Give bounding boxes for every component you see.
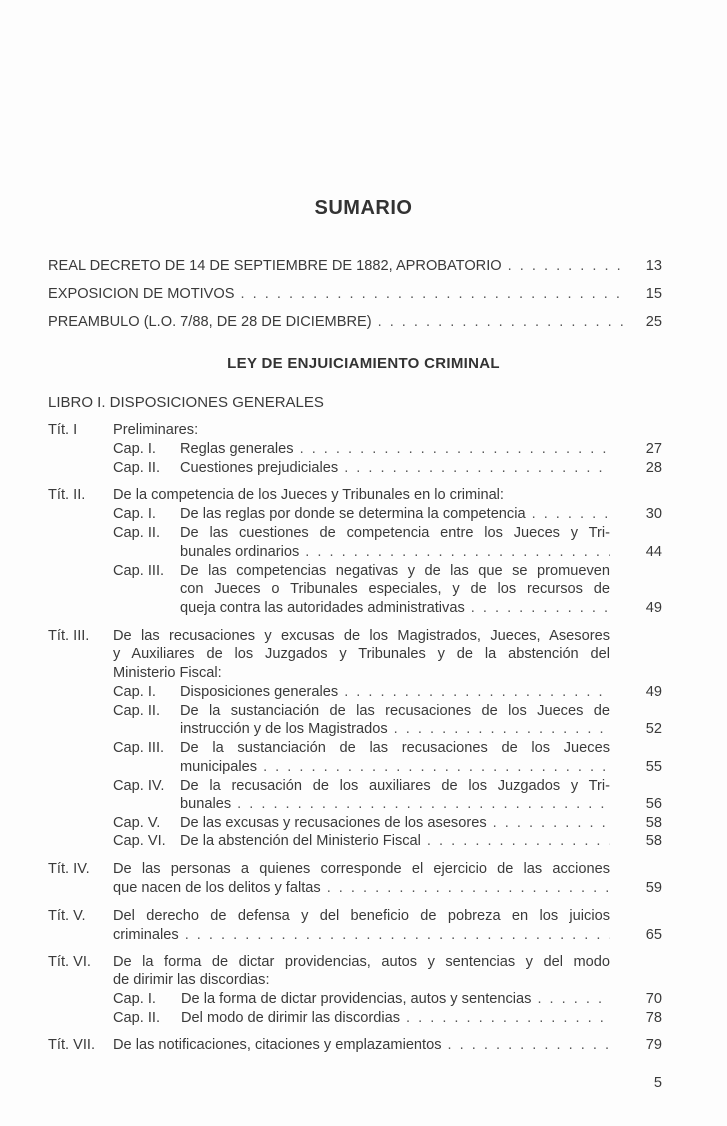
chapter-text: De la recusación de los auxiliares de los Juzgados y Tri- <box>180 778 610 794</box>
dot-leader <box>344 459 610 477</box>
title-entry <box>113 1036 610 1054</box>
dot-leader <box>493 814 610 832</box>
dot-leader <box>237 795 610 813</box>
page-ref: 65 <box>645 927 662 943</box>
chapter-text: De las excusas y recusaciones de los asesores <box>180 815 487 831</box>
page-ref: 55 <box>645 759 662 775</box>
title-entry <box>113 926 610 944</box>
title-text: criminales <box>113 927 179 943</box>
title-label: Tít. II. <box>48 487 86 503</box>
chapter-entry <box>181 1009 610 1027</box>
dot-leader <box>300 440 610 458</box>
chapter-label: Cap. IV. <box>113 778 165 794</box>
toc-entry-page: 13 <box>645 258 662 274</box>
dot-leader <box>532 505 610 523</box>
dot-leader <box>305 543 610 561</box>
title-entry <box>113 879 610 897</box>
toc-entry-page: 25 <box>645 314 662 330</box>
chapter-text: De la sustanciación de las recusaciones de los Jueces de <box>180 703 610 719</box>
title-text: De las personas a quienes corresponde el ejercicio de las acciones <box>113 861 610 877</box>
chapter-text: con Jueces o Tribunales especiales, y de los recursos de <box>180 581 610 597</box>
chapter-text: De la abstención del Ministerio Fiscal <box>180 833 421 849</box>
chapter-text: De las reglas por donde se determina la competencia <box>180 506 526 522</box>
chapter-entry <box>180 814 610 832</box>
title-label: Tít. VI. <box>48 954 91 970</box>
chapter-text: Del modo de dirimir las discordias <box>181 1010 400 1026</box>
page-title: SUMARIO <box>314 197 413 219</box>
page-ref: 59 <box>645 880 662 896</box>
chapter-entry <box>180 683 610 701</box>
toc-entry <box>48 257 662 275</box>
toc-entry-text: REAL DECRETO DE 14 DE SEPTIEMBRE DE 1882, APROBATORIO <box>48 258 502 274</box>
chapter-label: Cap. II. <box>113 703 161 719</box>
chapter-entry <box>180 505 610 523</box>
chapter-label: Cap. I. <box>113 441 156 457</box>
book-heading: LIBRO I. DISPOSICIONES GENERALES <box>48 394 324 411</box>
title-label: Tít. III. <box>48 628 90 644</box>
chapter-text: De las competencias negativas y de las que se promueven <box>180 563 610 579</box>
dot-leader <box>537 990 610 1008</box>
chapter-entry <box>180 459 610 477</box>
title-label: Tít. IV. <box>48 861 90 877</box>
chapter-label: Cap. II. <box>113 460 161 476</box>
chapter-text: queja contra las autoridades administrativas <box>180 600 465 616</box>
dot-leader <box>508 257 628 275</box>
title-label: Tít. VII. <box>48 1037 96 1053</box>
dot-leader <box>394 720 610 738</box>
toc-entry <box>48 313 662 331</box>
title-heading: De las recusaciones y excusas de los Magistrados, Jueces, Asesores <box>113 628 610 644</box>
page-ref: 27 <box>645 441 662 457</box>
chapter-entry <box>181 990 610 1008</box>
page-ref: 52 <box>645 721 662 737</box>
chapter-label: Cap. II. <box>113 525 161 541</box>
title-heading: De la competencia de los Jueces y Tribunales en lo criminal: <box>113 487 504 503</box>
dot-leader <box>448 1036 610 1054</box>
dot-leader <box>263 758 610 776</box>
chapter-label: Cap. VI. <box>113 833 166 849</box>
chapter-text: bunales <box>180 796 232 812</box>
title-label: Tít. I <box>48 422 78 438</box>
dot-leader <box>185 926 610 944</box>
title-label: Tít. V. <box>48 908 86 924</box>
page-ref: 58 <box>645 833 662 849</box>
title-heading: De la forma de dictar providencias, autos y sentencias y del modo <box>113 954 610 970</box>
chapter-entry <box>180 758 610 776</box>
page-ref: 49 <box>645 600 662 616</box>
toc-entry-text: EXPOSICION DE MOTIVOS <box>48 286 235 302</box>
page-ref: 56 <box>645 796 662 812</box>
chapter-text: Disposiciones generales <box>180 684 339 700</box>
toc-entry-page: 15 <box>645 286 662 302</box>
dot-leader <box>344 683 610 701</box>
toc-entry-text: PREAMBULO (L.O. 7/88, DE 28 DE DICIEMBRE) <box>48 314 372 330</box>
chapter-label: Cap. III. <box>113 563 165 579</box>
page-ref: 70 <box>645 991 662 1007</box>
chapter-label: Cap. V. <box>113 815 161 831</box>
title-heading: y Auxiliares de los Juzgados y Tribunales y de la abstención del <box>113 646 610 662</box>
chapter-label: Cap. II. <box>113 1010 161 1026</box>
dot-leader <box>241 285 628 303</box>
title-heading: Ministerio Fiscal: <box>113 665 222 681</box>
page-ref: 44 <box>645 544 662 560</box>
chapter-text: De la forma de dictar providencias, autos y sentencias <box>181 991 532 1007</box>
page-ref: 30 <box>645 506 662 522</box>
title-heading: de dirimir las discordias: <box>113 972 270 988</box>
title-text: De las notificaciones, citaciones y emplazamientos <box>113 1037 442 1053</box>
chapter-label: Cap. I. <box>113 991 156 1007</box>
chapter-entry <box>180 440 610 458</box>
title-heading: Preliminares: <box>113 422 199 438</box>
law-title: LEY DE ENJUICIAMIENTO CRIMINAL <box>227 355 500 372</box>
chapter-text: Cuestiones prejudiciales <box>180 460 339 476</box>
chapter-text: De la sustanciación de las recusaciones de los Jueces <box>180 740 610 756</box>
title-text: Del derecho de defensa y del beneficio de pobreza en los juicios <box>113 908 610 924</box>
dot-leader <box>427 832 610 850</box>
chapter-text: bunales ordinarios <box>180 544 300 560</box>
chapter-entry <box>180 720 610 738</box>
dot-leader <box>378 313 628 331</box>
title-text: que nacen de los delitos y faltas <box>113 880 321 896</box>
chapter-label: Cap. I. <box>113 684 156 700</box>
dot-leader <box>406 1009 610 1027</box>
page-ref: 49 <box>645 684 662 700</box>
page-number: 5 <box>653 1075 662 1091</box>
page-ref: 28 <box>645 460 662 476</box>
dot-leader <box>327 879 610 897</box>
chapter-entry <box>180 795 610 813</box>
chapter-text: municipales <box>180 759 258 775</box>
chapter-entry <box>180 543 610 561</box>
chapter-text: Reglas generales <box>180 441 294 457</box>
chapter-text: instrucción y de los Magistrados <box>180 721 388 737</box>
dot-leader <box>471 599 610 617</box>
page-ref: 78 <box>645 1010 662 1026</box>
chapter-label: Cap. III. <box>113 740 165 756</box>
chapter-label: Cap. I. <box>113 506 156 522</box>
page-ref: 58 <box>645 815 662 831</box>
page-ref: 79 <box>645 1037 662 1053</box>
chapter-text: De las cuestiones de competencia entre los Jueces y Tri- <box>180 525 610 541</box>
chapter-entry <box>180 599 610 617</box>
chapter-entry <box>180 832 610 850</box>
toc-entry <box>48 285 662 303</box>
